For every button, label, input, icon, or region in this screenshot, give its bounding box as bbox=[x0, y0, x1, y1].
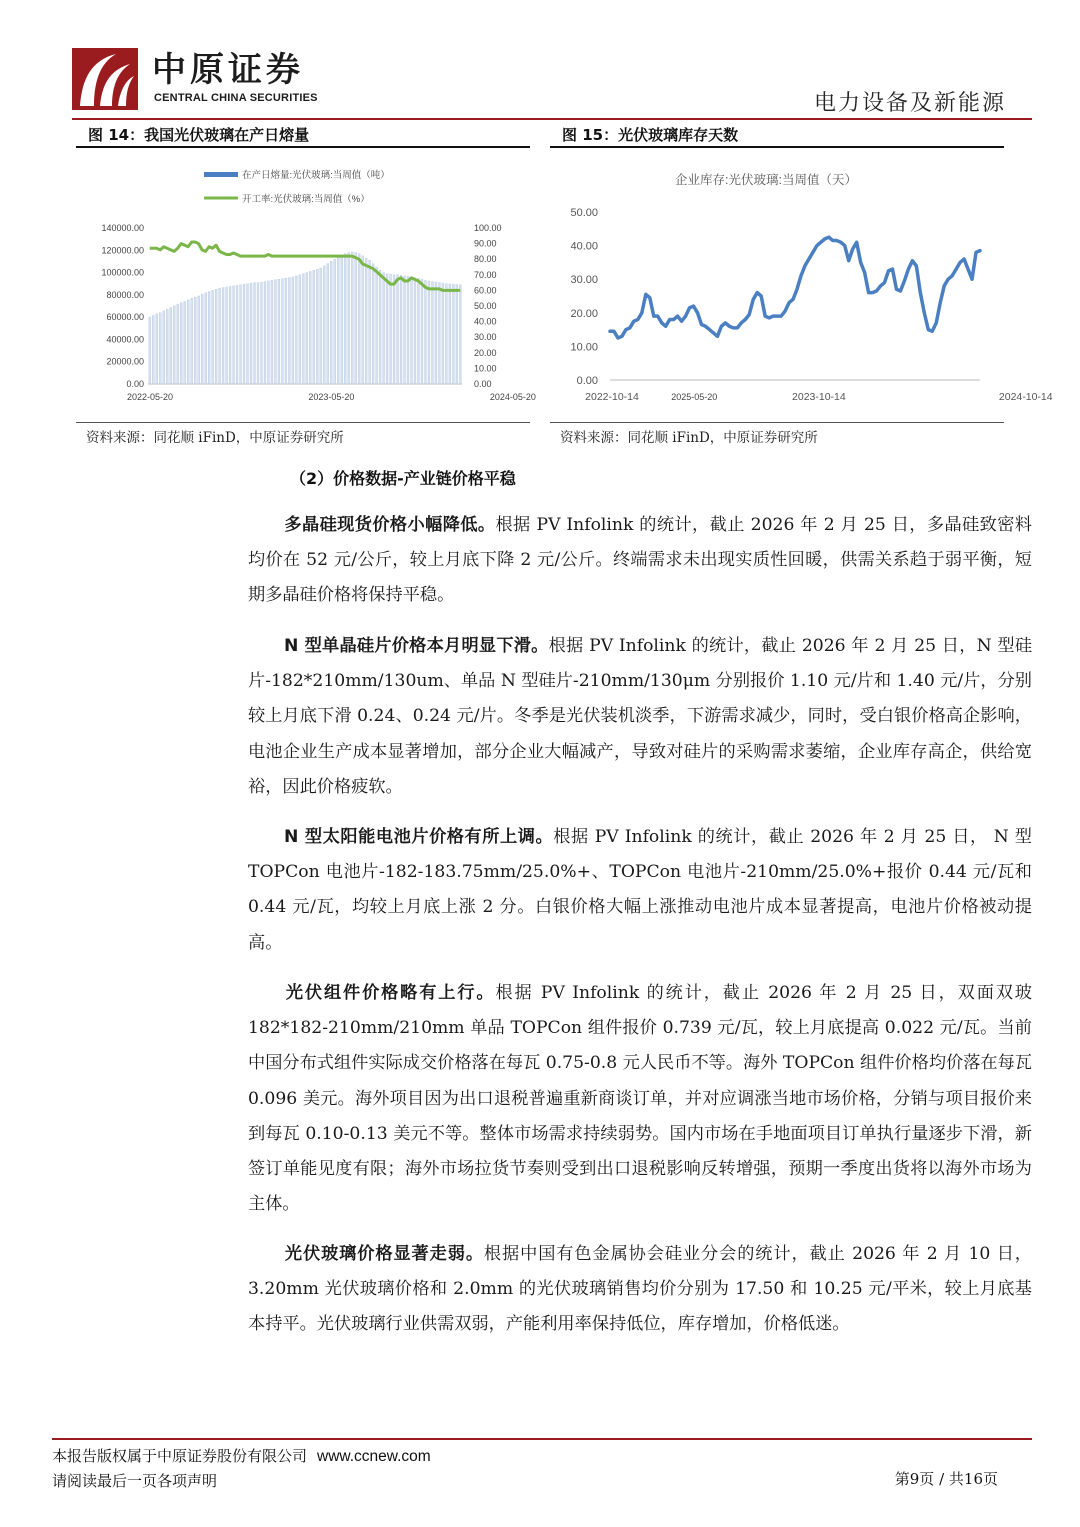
bar-daily-melt bbox=[369, 260, 371, 384]
bar-daily-melt bbox=[438, 283, 440, 384]
y-tick-label: 0.00 bbox=[576, 375, 598, 387]
bar-daily-melt bbox=[411, 277, 413, 384]
y-left-tick-label: 20000.00 bbox=[106, 356, 144, 367]
bar-daily-melt bbox=[264, 281, 266, 384]
bar-daily-melt bbox=[365, 258, 367, 384]
paragraph-lead: N 型单晶硅片价格本月明显下滑。 bbox=[284, 636, 549, 656]
y-right-tick-label: 0.00 bbox=[474, 379, 492, 389]
bar-daily-melt bbox=[288, 278, 290, 384]
y-left-tick-label: 100000.00 bbox=[101, 267, 144, 278]
paragraph-body: 根据 PV Infolink 的统计，截止 2026 年 2 月 25 日，N 型硅片-182*210mm/130um、单品 N 型硅片-210mm/130μm 分别报价 1.10 元/片和 1.40 元/片，分别较上月底下滑 0.24、0.24 元/片。冬季是光伏装机淡季，下游需求减少，同时，受白银价格高企影响，电池企业生产成本显著增加，部分企业大幅减产，导致对硅片的采购需求萎缩，企业库存高企，供给宽裕，因此价格疲软。 bbox=[248, 636, 1033, 797]
figure14-source-rule bbox=[76, 422, 530, 423]
bar-daily-melt bbox=[424, 280, 426, 384]
figure15-title: 图 15：光伏玻璃库存天数 bbox=[562, 126, 739, 144]
paragraph-module bbox=[248, 976, 1032, 1222]
bar-daily-melt bbox=[152, 315, 154, 384]
bar-daily-melt bbox=[198, 296, 200, 384]
company-name-en: CENTRAL CHINA SECURITIES bbox=[154, 92, 318, 104]
bar-daily-melt bbox=[355, 253, 357, 384]
y-left-tick-label: 120000.00 bbox=[101, 245, 144, 256]
bar-daily-melt bbox=[431, 281, 433, 384]
y-tick-label: 40.00 bbox=[570, 240, 598, 253]
bar-daily-melt bbox=[271, 280, 273, 384]
bar-daily-melt bbox=[386, 274, 388, 384]
y-tick-label: 30.00 bbox=[570, 274, 598, 287]
legend-swatch-daily-melt bbox=[204, 172, 238, 177]
figure15-title-rule bbox=[550, 146, 1004, 148]
bar-daily-melt bbox=[348, 253, 350, 384]
bar-daily-melt bbox=[397, 275, 399, 384]
bar-daily-melt bbox=[292, 277, 294, 384]
bar-daily-melt bbox=[313, 270, 315, 384]
y-right-tick-label: 40.00 bbox=[474, 316, 497, 327]
bar-daily-melt bbox=[184, 302, 186, 384]
footer-left bbox=[52, 1444, 431, 1493]
y-right-tick-label: 80.00 bbox=[474, 254, 497, 265]
bar-daily-melt bbox=[379, 270, 381, 384]
bar-daily-melt bbox=[459, 285, 461, 384]
bar-daily-melt bbox=[456, 285, 458, 384]
bar-daily-melt bbox=[421, 279, 423, 384]
bar-daily-melt bbox=[222, 288, 224, 384]
paragraph-wafer bbox=[248, 629, 1032, 805]
y-tick-label: 20.00 bbox=[570, 307, 598, 320]
bar-daily-melt bbox=[435, 282, 437, 384]
bar-daily-melt bbox=[452, 284, 454, 384]
bar-daily-melt bbox=[278, 279, 280, 384]
bar-daily-melt bbox=[194, 297, 196, 384]
figure14-title-rule bbox=[76, 146, 530, 148]
report-section-title: 电力设备及新能源 bbox=[813, 91, 1006, 116]
bar-daily-melt bbox=[295, 276, 297, 384]
company-logo bbox=[72, 48, 352, 112]
y-left-tick-label: 140000.00 bbox=[101, 223, 144, 233]
y-left-tick-label: 60000.00 bbox=[106, 312, 144, 323]
bar-daily-melt bbox=[240, 285, 242, 384]
bar-daily-melt bbox=[229, 287, 231, 385]
x-tick-label: 2023-05-20 bbox=[308, 392, 355, 402]
y-right-tick-label: 50.00 bbox=[474, 301, 497, 311]
footer-divider bbox=[52, 1438, 1032, 1440]
bar-daily-melt bbox=[166, 309, 168, 384]
bar-daily-melt bbox=[219, 288, 221, 384]
bar-daily-melt bbox=[390, 274, 392, 384]
bar-daily-melt bbox=[281, 279, 283, 384]
bar-daily-melt bbox=[191, 298, 193, 384]
bar-daily-melt bbox=[177, 304, 179, 384]
bar-daily-melt bbox=[358, 254, 360, 384]
paragraph-body: 根据 PV Infolink 的统计，截止 2026 年 2 月 25 日， N 型 TOPCon 电池片-182-183.75mm/25.0%+、TOPCon 电池片-210mm/25.0%+报价 0.44 元/瓦和 0.44 元/瓦，均较上月底上涨 2 分。白银价格大幅上涨推动电池片成本显著提高，电池片价格被动提高。 bbox=[248, 827, 1032, 953]
bar-daily-melt bbox=[257, 283, 259, 384]
y-right-tick-label: 10.00 bbox=[474, 363, 497, 374]
bar-daily-melt bbox=[236, 285, 238, 384]
paragraph-lead: 多晶硅现货价格小幅降低。 bbox=[284, 515, 496, 535]
bar-daily-melt bbox=[226, 287, 228, 384]
legend-label-utilization: 开工率:光伏玻璃:当周值（%） bbox=[242, 194, 370, 205]
paragraph-lead: 光伏玻璃价格显著走弱。 bbox=[284, 1244, 484, 1264]
bar-daily-melt bbox=[327, 264, 329, 384]
bar-daily-melt bbox=[302, 274, 304, 384]
x-tick-label: 2024-10-14 bbox=[998, 391, 1053, 403]
y-left-tick-label: 40000.00 bbox=[106, 334, 144, 345]
paragraph-polysilicon bbox=[248, 508, 1032, 614]
figure15-source-rule bbox=[550, 422, 1004, 423]
bar-daily-melt bbox=[261, 282, 263, 384]
bar-daily-melt bbox=[309, 271, 311, 384]
bar-daily-melt bbox=[163, 311, 165, 384]
bar-daily-melt bbox=[400, 275, 402, 384]
bar-daily-melt bbox=[316, 269, 318, 384]
x-tick-label: 2023-10-14 bbox=[792, 391, 846, 403]
y-tick-label: 50.00 bbox=[570, 207, 598, 219]
bar-daily-melt bbox=[306, 273, 308, 384]
company-name-cn: 中原证券 bbox=[152, 50, 304, 90]
bar-daily-melt bbox=[212, 290, 214, 384]
bar-daily-melt bbox=[344, 254, 346, 384]
paragraph-glass bbox=[248, 1237, 1032, 1343]
footer-disclaimer: 请阅读最后一页各项声明 bbox=[52, 1472, 218, 1490]
y-left-tick-label: 80000.00 bbox=[106, 289, 144, 300]
y-right-tick-label: 70.00 bbox=[474, 269, 497, 280]
bar-daily-melt bbox=[418, 278, 420, 384]
bar-daily-melt bbox=[187, 300, 189, 384]
bar-daily-melt bbox=[428, 281, 430, 384]
bar-daily-melt bbox=[250, 283, 252, 384]
bar-daily-melt bbox=[149, 317, 151, 384]
figure14-title: 图 14：我国光伏玻璃在产日熔量 bbox=[88, 126, 310, 144]
footer-copyright: 本报告版权属于中原证券股份有限公司 bbox=[52, 1447, 308, 1465]
bar-daily-melt bbox=[330, 261, 332, 384]
bar-daily-melt bbox=[247, 284, 249, 384]
footer-url-link[interactable]: www.ccnew.com bbox=[317, 1448, 431, 1465]
paragraph-body: 根据 PV Infolink 的统计，截止 2026 年 2 月 25 日，多晶硅致密料均价在 52 元/公斤，较上月底下降 2 元/公斤。终端需求未出现实质性回暖，供需关系趋于弱平衡，短期多晶硅价格将保持平稳。 bbox=[248, 515, 1032, 606]
bar-daily-melt bbox=[351, 252, 353, 384]
x-tick-label: 2025-05-20 bbox=[671, 392, 718, 402]
bar-daily-melt bbox=[383, 273, 385, 384]
bar-daily-melt bbox=[180, 303, 182, 384]
bar-daily-melt bbox=[205, 293, 207, 384]
bar-daily-melt bbox=[407, 276, 409, 384]
bar-daily-melt bbox=[274, 280, 276, 384]
company-logo-mark-icon bbox=[72, 48, 138, 110]
y-right-tick-label: 30.00 bbox=[474, 332, 497, 343]
bar-daily-melt bbox=[254, 283, 256, 384]
bar-daily-melt bbox=[449, 284, 451, 384]
paragraph-body: 根据 PV Infolink 的统计，截止 2026 年 2 月 25 日，双面双玻 182*182-210mm/210mm 单品 TOPCon 组件报价 0.739 元/瓦，较上月底提高 0.022 元/瓦。当前中国分布式组件实际成交价格落在每瓦 0.75-0.8 元人民币不等。海外 TOPCon 组件价格均价落在每瓦 0.096 美元。海外项目因为出口退税普遍重新商谈订单，并对应调涨当地市场价格，分销与项目报价来到每瓦 0.10-0.13 美元不等。整体市场需求持续弱势。国内市场在手地面项目订单执行量逐步下滑，新签订单能见度有限；海外市场拉货节奏则受到出口退税影响反转增强，预期一季度出货将以海外市场为主体。 bbox=[248, 983, 1032, 1215]
bar-daily-melt bbox=[320, 268, 322, 384]
bar-daily-melt bbox=[243, 284, 245, 384]
x-tick-label: 2024-05-20 bbox=[489, 392, 536, 402]
x-tick-label: 2022-10-14 bbox=[585, 391, 639, 403]
bar-daily-melt bbox=[341, 255, 343, 384]
bar-daily-melt bbox=[337, 257, 339, 384]
bar-daily-melt bbox=[442, 283, 444, 384]
bar-daily-melt bbox=[372, 264, 374, 384]
figure15-source: 资料来源：同花顺 iFinD，中原证券研究所 bbox=[560, 430, 818, 446]
bar-daily-melt bbox=[215, 289, 217, 384]
bar-daily-melt bbox=[170, 308, 172, 384]
y-right-tick-label: 100.00 bbox=[474, 223, 502, 233]
y-right-tick-label: 90.00 bbox=[474, 238, 497, 249]
bar-daily-melt bbox=[156, 314, 158, 384]
bar-daily-melt bbox=[376, 267, 378, 384]
bar-daily-melt bbox=[299, 275, 301, 384]
bar-daily-melt bbox=[267, 281, 269, 384]
bar-daily-melt bbox=[334, 259, 336, 384]
bar-daily-melt bbox=[404, 276, 406, 384]
paragraph-body: 根据中国有色金属协会硅业分会的统计，截止 2026 年 2 月 10 日，3.20mm 光伏玻璃价格和 2.0mm 的光伏玻璃销售均价分别为 17.50 和 10.25 元/平米，较上月底基本持平。光伏玻璃行业供需双弱，产能利用率保持低位，库存增加，价格低迷。 bbox=[248, 1244, 1032, 1335]
bar-daily-melt bbox=[201, 294, 203, 384]
page-number: 第9页 / 共16页 bbox=[894, 1470, 998, 1488]
bar-daily-melt bbox=[208, 292, 210, 384]
paragraph-lead: N 型太阳能电池片价格有所上调。 bbox=[284, 827, 554, 847]
chart-title: 企业库存:光伏玻璃:当周值（天） bbox=[675, 173, 857, 187]
bar-daily-melt bbox=[285, 278, 287, 384]
x-tick-label: 2022-05-20 bbox=[126, 392, 174, 402]
paragraph-cell bbox=[248, 820, 1032, 961]
bar-daily-melt bbox=[393, 275, 395, 384]
figure14-source: 资料来源：同花顺 iFinD，中原证券研究所 bbox=[86, 430, 344, 446]
bar-daily-melt bbox=[173, 306, 175, 384]
line-utilization-rate bbox=[150, 242, 461, 290]
bar-daily-melt bbox=[445, 284, 447, 384]
figure15-chart bbox=[550, 156, 1053, 418]
bar-daily-melt bbox=[159, 313, 161, 384]
bar-daily-melt bbox=[414, 278, 416, 384]
y-tick-label: 10.00 bbox=[570, 341, 598, 354]
y-right-tick-label: 20.00 bbox=[474, 347, 497, 358]
y-left-tick-label: 0.00 bbox=[126, 379, 144, 389]
header-divider bbox=[72, 118, 1032, 120]
bar-daily-melt bbox=[362, 256, 364, 384]
bar-daily-melt bbox=[323, 266, 325, 384]
y-right-tick-label: 60.00 bbox=[474, 285, 497, 296]
legend-label-daily-melt: 在产日熔量:光伏玻璃:当周值（吨） bbox=[242, 170, 390, 181]
line-inventory-days bbox=[610, 237, 980, 338]
bar-daily-melt bbox=[233, 286, 235, 384]
section-heading: （2）价格数据-产业链价格平稳 bbox=[290, 469, 516, 488]
paragraph-lead: 光伏组件价格略有上行。 bbox=[284, 983, 496, 1003]
